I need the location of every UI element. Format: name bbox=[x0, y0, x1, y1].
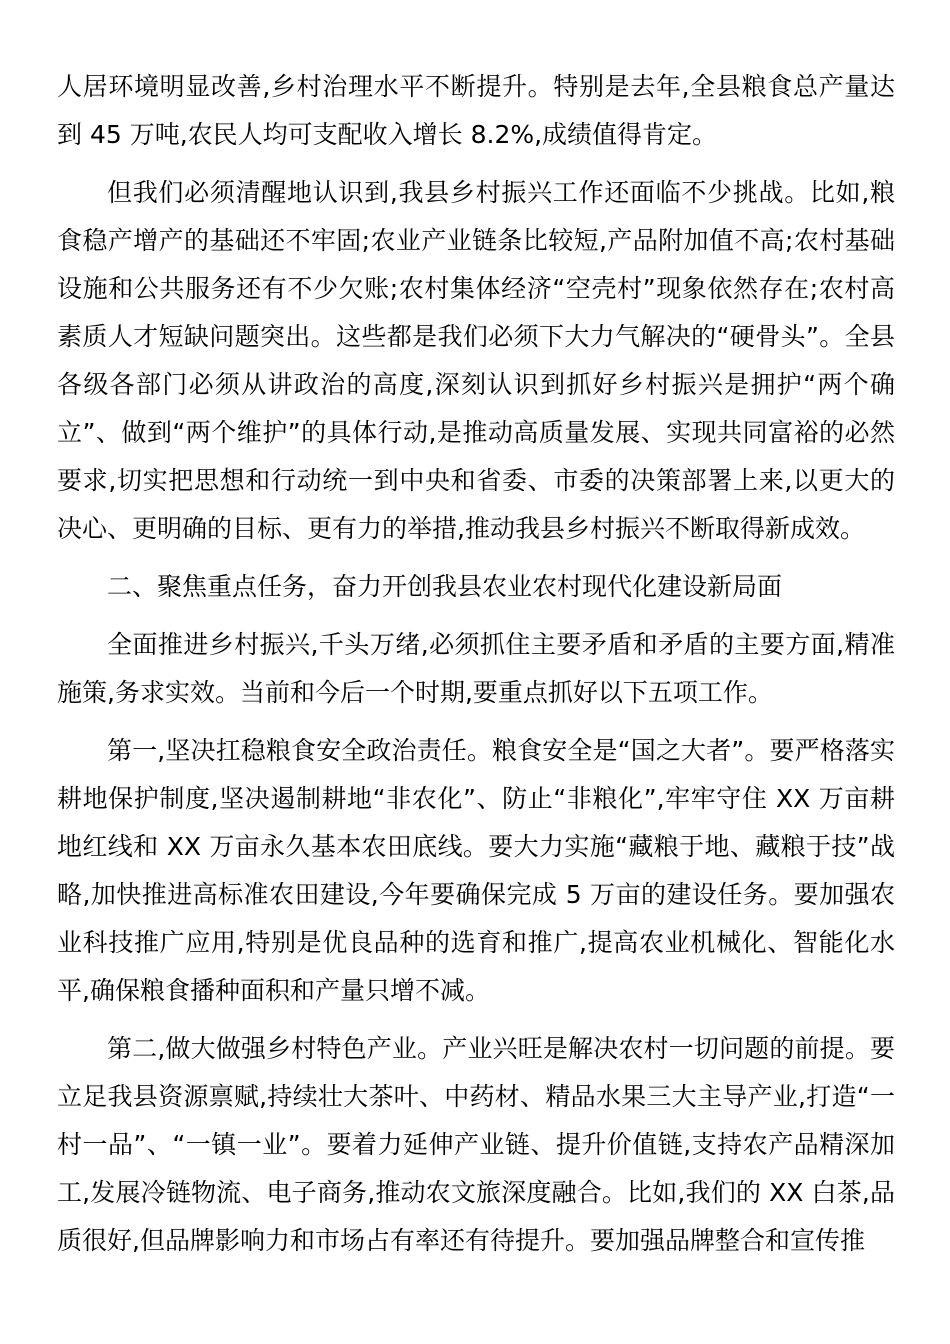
paragraph-challenges: 但我们必须清醒地认识到,我县乡村振兴工作还面临不少挑战。比如,粮食稳产增产的基础还不牢固;农业产业链条比较短,产品附加值不高;农村基础设施和公共服务还有不少欠账;农村集体经济“空壳村”现象依然存在;农村高素质人才短缺问题突出。这些都是我们必须下大力气解决的“硬骨头”。全县各级各部门必须从讲政治的高度,深刻认识到抓好乡村振兴是拥护“两个确立”、做到“两个维护”的具体行动,是推动高质量发展、实现共同富裕的必然要求,切实把思想和行动统一到中央和省委、市委的决策部署上来,以更大的决心、更明确的目标、更有力的举措,推动我县乡村振兴不断取得新成效。 bbox=[57, 178, 896, 543]
paragraph-task-1-grain-security: 第一,坚决扛稳粮食安全政治责任。粮食安全是“国之大者”。要严格落实耕地保护制度,坚决遏制耕地“非农化”、防止“非粮化”,牢牢守住 XX 万亩耕地红线和 XX 万亩永久基本农田底线。要大力实施“藏粮于地、藏粮于技”战略,加快推进高标准农田建设,今年要确保完成 5 万亩的建设任务。要加强农业科技推广应用,特别是优良品种的选育和推广,提高农业机械化、智能化水平,确保粮食播种面积和产量只增不减。 bbox=[57, 736, 895, 1005]
paragraph-task-2-rural-industry: 第二,做大做强乡村特色产业。产业兴旺是解决农村一切问题的前提。要立足我县资源禀赋,持续壮大茶叶、中药材、精品水果三大主导产业,打造“一村一品”、“一镇一业”。要着力延伸产业链、提升价值链,支持农产品精深加工,发展冷链物流、电子商务,推动农文旅深度融合。比如,我们的 XX 白茶,品质很好,但品牌影响力和市场占有率还有待提升。要加强品牌整合和宣传推 bbox=[57, 1034, 895, 1255]
paragraph-achievements-continuation: 人居环境明显改善,乡村治理水平不断提升。特别是去年,全县粮食总产量达到 45 万吨,农民人均可支配收入增长 8.2%,成绩值得肯定。 bbox=[57, 72, 895, 149]
section-heading-2: 二、聚焦重点任务，奋力开创我县农业农村现代化建设新局面 bbox=[107, 572, 783, 601]
paragraph-overview-five-tasks: 全面推进乡村振兴,千头万绪,必须抓住主要矛盾和矛盾的主要方面,精准施策,务求实效。当前和今后一个时期,要重点抓好以下五项工作。 bbox=[57, 630, 895, 707]
